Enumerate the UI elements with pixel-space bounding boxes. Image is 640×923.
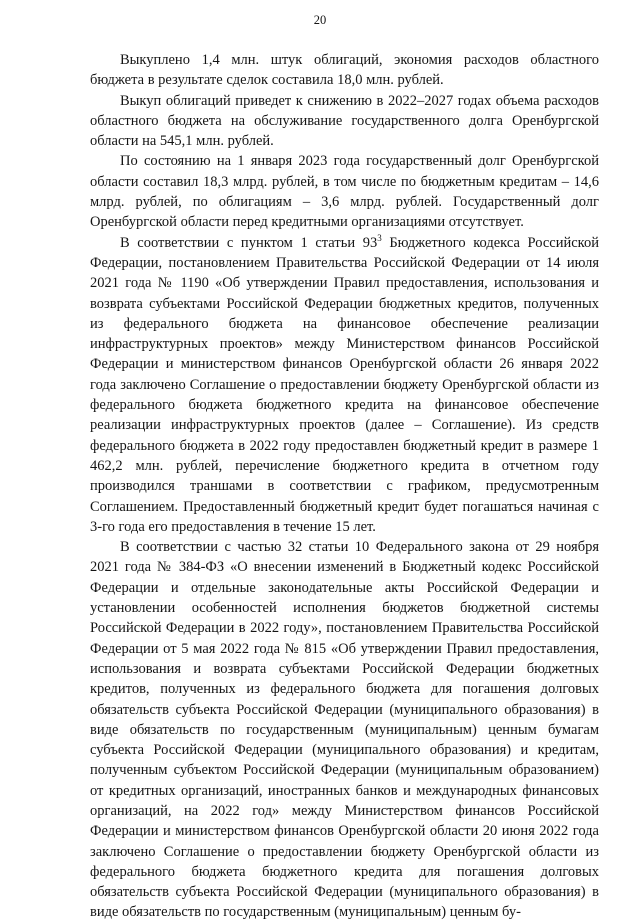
paragraph-bonds-buyback: Выкуплено 1,4 млн. штук облигаций, экономия расходов областного бюджета в результате сделок составила 18,0 млн. рублей. (90, 52, 599, 89)
document-body (90, 50, 599, 923)
paragraph-debt-repayment-credit: В соответствии с частью 32 статьи 10 Федерального закона от 29 ноября 2021 года № 384-ФЗ «О внесении изменений в Бюджетный кодекс Российской Федерации и отдельные законодательные акты Российской Федерации и установлении особенностей исполнения бюджетов бюджетной системы Российской Федерации в 2022 году», постановлением Правительства Российской Федерации от 5 мая 2022 года № 815 «Об утверждении Правил предоставления, использования и возврата субъектами Российской Федерации бюджетных кредитов, полученных из федерального бюджета для погашения долговых обязательств субъекта Российской Федерации (муниципального образования) в виде обязательств по государственным (муниципальным) ценным бумагам субъекта Российской Федерации (муниципального образования) и кредитам, полученным субъектом Российской Федерации (муниципальным образованием) от кредитных организаций, иностранных банков и международных финансовых организаций, на 2022 год» между Министерством финансов Российской Федерации и министерством финансов Оренбургской области 20 июня 2022 года заключено Соглашение о предоставлении бюджету Оренбургской области из федерального бюджета бюджетного кредита для погашения долговых обязательств субъекта Российской Федерации (муниципального образования) в виде обязательств по государственным (муниципальным) ценным бу- (90, 539, 599, 921)
article-superscript: 3 (377, 232, 382, 243)
paragraph-state-debt-status: По состоянию на 1 января 2023 года государственный долг Оренбургской области составил 18,3 млрд. рублей, в том числе по бюджетным кредитам – 14,6 млрд. рублей, по облигациям – 3,6 млрд. рублей. Государственный долг Оренбургской области перед кредитными организациями отсутствует. (90, 153, 599, 231)
paragraph-infrastructure-credit-rest: Бюджетного кодекса Российской Федерации, постановлением Правительства Российской Федерации от 14 июля 2021 года № 1190 «Об утверждении Правил предоставления, использования и возврата субъектами Российской Федерации бюджетных кредитов, полученных из федерального бюджета на финансовое обеспечение реализации инфраструктурных проектов» между Министерством финансов Российской Федерации и министерством финансов Оренбургской области 26 января 2022 года заключено Соглашение о предоставлении бюджету Оренбургской области из федерального бюджета бюджетного кредита на финансовое обеспечение реализации инфраструктурных проектов (далее – Соглашение). Из средств федерального бюджета в 2022 году предоставлен бюджетный кредит в размере 1 462,2 млн. рублей, перечисление бюджетного кредита в отчетном году производился траншами в соответствии с графиком, предусмотренным Соглашением. Предоставленный бюджетный кредит будет погашаться начиная с 3-го года его предоставления в течение 15 лет. (90, 234, 600, 535)
page-number: 20 (313, 13, 327, 27)
paragraph-infrastructure-credit-start: В соответствии с пунктом 1 статьи 93 (120, 234, 378, 251)
paragraph-debt-service-reduction: Выкуп облигаций приведет к снижению в 2022–2027 годах объема расходов областного бюджета на обслуживание государственного долга Оренбургской области на 545,1 млн. рублей. (90, 92, 599, 150)
paragraph-infrastructure-credit (90, 233, 599, 537)
